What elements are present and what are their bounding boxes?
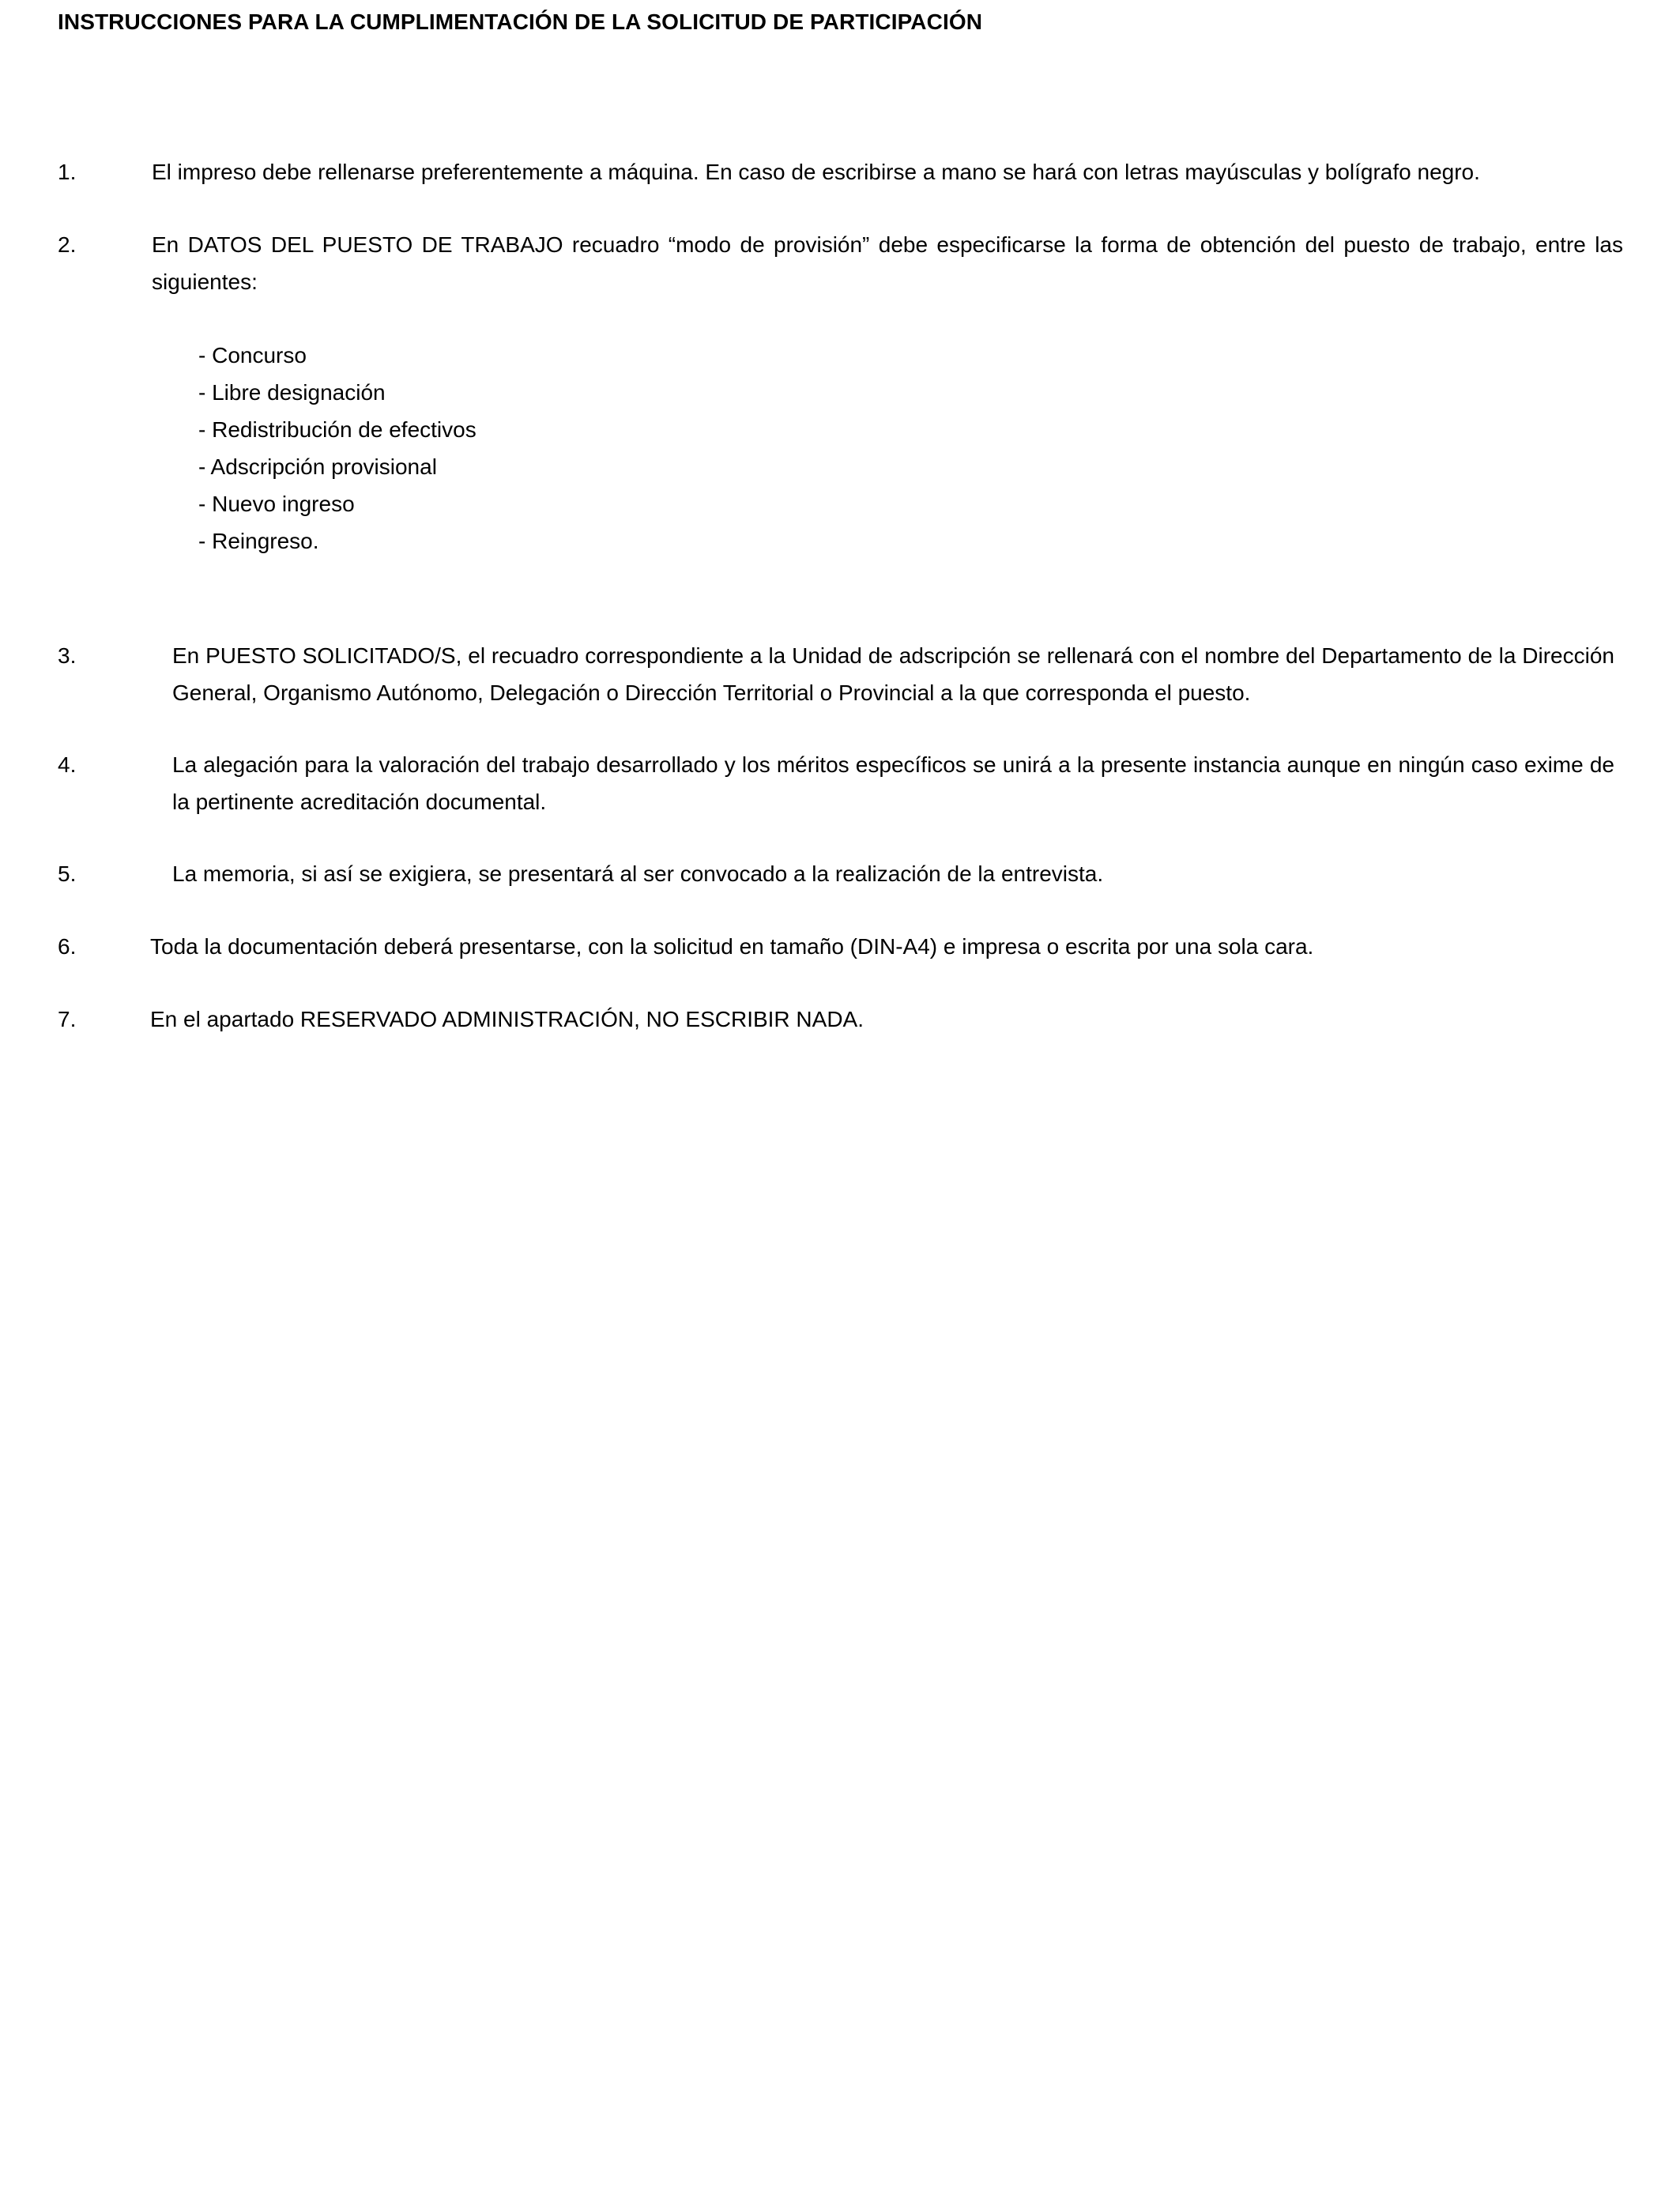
list-item: - Nuevo ingreso: [198, 492, 355, 516]
item-text: En el apartado RESERVADO ADMINISTRACIÓN, NO ESCRIBIR NADA.: [150, 1007, 864, 1031]
list-item: - Concurso: [198, 343, 307, 368]
document-title: INSTRUCCIONES PARA LA CUMPLIMENTACIÓN DE LA SOLICITUD DE PARTICIPACIÓN: [58, 9, 983, 34]
list-item: - Reingreso.: [198, 529, 319, 553]
item-text: En DATOS DEL PUESTO DE TRABAJO recuadro “modo de provisión” debe especificarse la forma de obtención del puesto de trabajo, entre las siguientes:: [152, 232, 1623, 294]
item-number: 2.: [58, 232, 77, 257]
list-item: - Libre designación: [198, 380, 386, 405]
item-text: Toda la documentación deberá presentarse, con la solicitud en tamaño (DIN-A4) e impresa o escrita por una sola cara.: [150, 934, 1314, 959]
item-text: En PUESTO SOLICITADO/S, el recuadro correspondiente a la Unidad de adscripción se rellenará con el nombre del Departamento de la Dirección General, Organismo Autónomo, Delegación o Dirección Territorial o Provincial a la que corresponda el puesto.: [172, 643, 1614, 705]
item-text: El impreso debe rellenarse preferentemente a máquina. En caso de escribirse a mano se hará con letras mayúsculas y bolígrafo negro.: [152, 160, 1480, 184]
item-number: 5.: [58, 861, 77, 886]
item-text: La alegación para la valoración del trabajo desarrollado y los méritos específicos se unirá a la presente instancia aunque en ningún caso exime de la pertinente acreditación documental.: [172, 752, 1614, 814]
item-text: La memoria, si así se exigiera, se presentará al ser convocado a la realización de la entrevista.: [172, 861, 1104, 886]
item-number: 4.: [58, 752, 77, 777]
item-number: 1.: [58, 160, 77, 184]
item-number: 6.: [58, 934, 77, 959]
provision-mode-list: [198, 337, 477, 560]
item-number: 3.: [58, 643, 77, 668]
list-item: - Adscripción provisional: [198, 454, 437, 479]
list-item: - Redistribución de efectivos: [198, 417, 477, 442]
item-number: 7.: [58, 1007, 77, 1031]
